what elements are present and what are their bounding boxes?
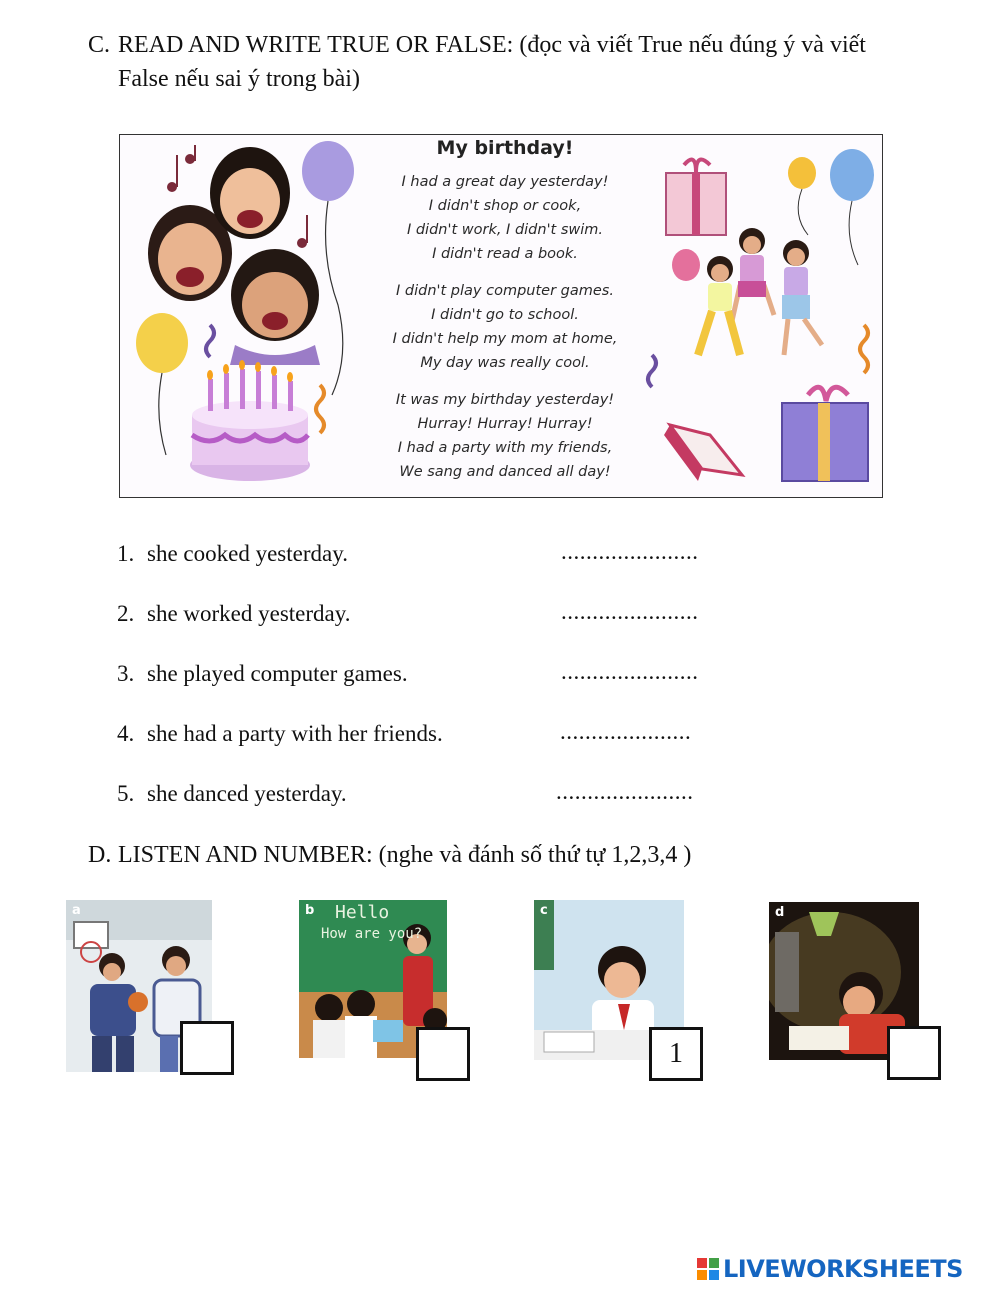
section-c-heading bbox=[88, 28, 918, 98]
liveworksheets-logo-icon bbox=[697, 1258, 719, 1280]
balloon-blue bbox=[830, 149, 874, 265]
question-text: she worked yesterday. bbox=[147, 601, 351, 626]
girl-face-3 bbox=[230, 249, 320, 365]
picture-c bbox=[534, 900, 684, 1069]
section-c-letter: C. bbox=[88, 32, 111, 58]
question-text: she played computer games. bbox=[147, 661, 408, 686]
question-number: 4. bbox=[117, 721, 135, 746]
poem-line: I didn't play computer games. bbox=[396, 283, 614, 299]
poem-line: I didn't read a book. bbox=[432, 246, 578, 262]
poem-line: I had a great day yesterday! bbox=[401, 174, 609, 190]
poem-line: We sang and danced all day! bbox=[399, 464, 611, 480]
poem-line: It was my birthday yesterday! bbox=[395, 392, 615, 408]
dancing-girls-illustration bbox=[632, 135, 882, 497]
section-c-title: READ AND WRITE TRUE OR FALSE: (đọc và viết True nếu đúng ý và viết False nếu sai ý trong bài) bbox=[118, 32, 866, 92]
poem-line: I didn't help my mom at home, bbox=[392, 331, 618, 347]
balloon-yellow-small bbox=[788, 157, 816, 235]
liveworksheets-logo bbox=[697, 1256, 997, 1286]
picture-a bbox=[66, 900, 212, 1072]
poem-line: I didn't shop or cook, bbox=[428, 198, 582, 214]
picture-b bbox=[299, 900, 447, 1058]
answer-blank[interactable]: ...................... bbox=[556, 779, 694, 804]
answer-box[interactable] bbox=[887, 1026, 941, 1080]
answer-box[interactable] bbox=[416, 1027, 470, 1081]
singing-girls-illustration bbox=[120, 135, 380, 497]
question-text: she danced yesterday. bbox=[147, 781, 347, 806]
answer-blank[interactable]: ..................... bbox=[560, 719, 692, 744]
board-text-how-are-you: How are you? bbox=[321, 926, 423, 942]
answer-box[interactable] bbox=[180, 1021, 234, 1075]
picture-label: d bbox=[775, 905, 785, 920]
question-item bbox=[117, 779, 717, 809]
question-item bbox=[117, 599, 717, 629]
question-number: 2. bbox=[117, 601, 135, 626]
gift-box-purple bbox=[782, 387, 868, 481]
question-text: she cooked yesterday. bbox=[147, 541, 348, 566]
answer-box[interactable]: 1 bbox=[649, 1027, 703, 1081]
question-item bbox=[117, 719, 717, 749]
poem-title: My birthday! bbox=[436, 137, 574, 159]
section-d-letter: D. bbox=[88, 842, 112, 868]
question-item bbox=[117, 539, 717, 569]
poem-figure bbox=[119, 134, 883, 498]
balloon-pink bbox=[672, 249, 700, 281]
picture-label: b bbox=[305, 903, 315, 918]
question-number: 1. bbox=[117, 541, 135, 566]
poem-line: I didn't work, I didn't swim. bbox=[406, 222, 604, 238]
brand-name: LIVEWORKSHEETS bbox=[723, 1255, 963, 1283]
birthday-cake bbox=[190, 360, 310, 481]
board-text-hello: Hello bbox=[335, 902, 390, 923]
question-number: 3. bbox=[117, 661, 135, 686]
question-text: she had a party with her friends. bbox=[147, 721, 443, 746]
poem-line: Hurray! Hurray! Hurray! bbox=[417, 416, 593, 432]
answer-blank[interactable]: ...................... bbox=[561, 539, 699, 564]
picture-label: c bbox=[540, 903, 548, 918]
girl-face-2 bbox=[210, 147, 290, 239]
dancing-girl-3 bbox=[782, 240, 822, 355]
dancing-girl-1 bbox=[732, 228, 774, 321]
gift-box-pink bbox=[666, 160, 726, 235]
section-d-title: LISTEN AND NUMBER: (nghe và đánh số thứ tự 1,2,3,4 ) bbox=[118, 842, 692, 868]
balloon-yellow bbox=[136, 313, 188, 455]
answer-blank[interactable]: ...................... bbox=[561, 659, 699, 684]
poem-line: I had a party with my friends, bbox=[397, 440, 613, 456]
poem-line: My day was really cool. bbox=[420, 355, 590, 371]
picture-d bbox=[769, 902, 919, 1060]
question-item bbox=[117, 659, 717, 689]
section-d-heading bbox=[88, 838, 918, 874]
picture-label: a bbox=[72, 903, 81, 918]
question-number: 5. bbox=[117, 781, 135, 806]
open-book bbox=[664, 425, 742, 481]
answer-blank[interactable]: ...................... bbox=[561, 599, 699, 624]
poem-line: I didn't go to school. bbox=[431, 307, 579, 323]
